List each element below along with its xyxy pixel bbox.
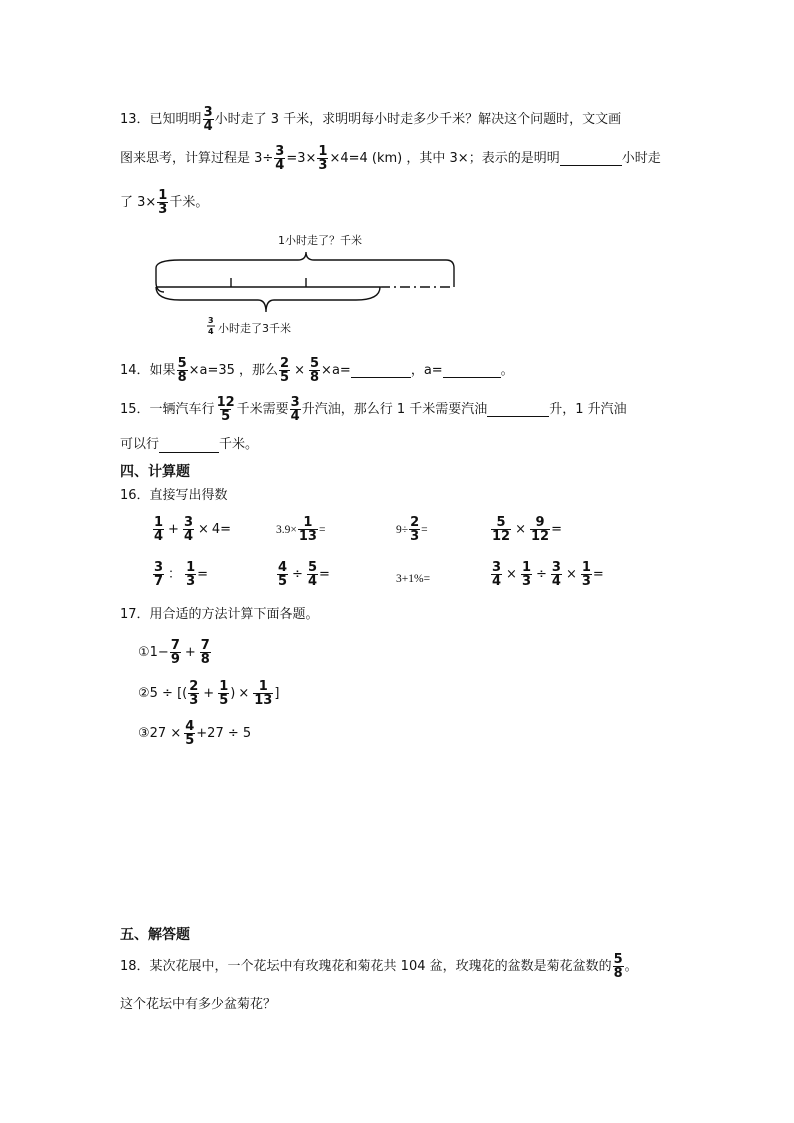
q14-text: ×a=35 ，那么 (188, 362, 279, 378)
fraction: $\frac{5}{8}$ (177, 356, 187, 385)
q16-text: = (197, 566, 209, 582)
q17-item-2: ②5 ÷ [( $\frac{2}{3}$ + $\frac{1}{5}$ ) × $\frac{1}{13}$ ] (138, 679, 280, 708)
q16-text: = (318, 523, 326, 536)
q13-text: 表示的是明明 (481, 150, 560, 166)
operator: × (515, 521, 526, 537)
q15-line-2 (120, 436, 258, 454)
q17-text: ①1− (138, 644, 169, 660)
q16-text: = (551, 521, 562, 537)
fraction: $\frac{5}{8}$ (310, 356, 320, 385)
section-heading: 四、计算题 (120, 464, 190, 480)
q13-text: 千米。 (169, 194, 209, 210)
q17-text: ) (230, 685, 236, 701)
q13-line-1 (120, 106, 621, 133)
q16-title: 16．直接写出得数 (120, 488, 228, 503)
question-number: 14． (120, 362, 150, 378)
operator: + (168, 521, 179, 537)
q16-item: $\frac{3}{7}$ ： $\frac{1}{3}$ = (154, 560, 209, 589)
q13-text: 了 3× (120, 194, 157, 210)
operator: × (238, 685, 250, 701)
operator: ÷ (292, 566, 303, 582)
q13-text: ； (468, 150, 482, 166)
q16-text: 3.9× (276, 523, 297, 536)
q15-text: 千米。 (219, 437, 259, 452)
q13-line-2 (120, 145, 661, 172)
q16-text: = (592, 566, 604, 582)
q15-text: 可以行 (120, 437, 160, 452)
operator: × (565, 566, 577, 582)
q16-item: $\frac{3}{4}$ × $\frac{1}{3}$ ÷ $\frac{3}{4}$ × $\frac{1}{3}$ = (492, 560, 604, 589)
segment-diagram (150, 230, 470, 342)
answer-blank[interactable] (443, 363, 501, 378)
q16-item: $\frac{5}{12}$ × $\frac{9}{12}$ = (492, 515, 562, 544)
fraction: $\frac{3}{4}$ (275, 144, 285, 173)
q16-text: 3+1%= (396, 573, 431, 585)
q13-text: ×4=4 (km) ，其中 3× (329, 150, 469, 166)
q16-text: = (421, 523, 428, 536)
q18-line-2: 这个花坛中有多少盆菊花？ (120, 997, 277, 1012)
q18-text: 18．某次花展中，一个花坛中有玫瑰花和菊花共 104 盆，玫瑰花的盆数是菊花盆数的 (120, 958, 612, 974)
q13-text: 小时走 (621, 150, 661, 166)
bottom-brace (156, 287, 380, 312)
section-heading: 五、解答题 (120, 927, 190, 943)
q18-line-1: 18．某次花展中，一个花坛中有玫瑰花和菊花共 104 盆，玫瑰花的盆数是菊花盆数的 $\frac{5}{8}$ 。 (120, 952, 638, 981)
q18-text: 。 (624, 958, 638, 974)
q17-text: ③27 × (138, 725, 182, 741)
q17-item-1: ①1− $\frac{7}{9}$ + $\frac{7}{8}$ (138, 638, 210, 667)
q17-title: 17．用合适的方法计算下面各题。 (120, 607, 319, 622)
fraction: $\frac{3}{4}$ (203, 105, 213, 134)
q14-text: ，a= (410, 362, 443, 378)
q14-text: × (294, 362, 305, 378)
operator: × (198, 521, 209, 537)
answer-blank[interactable] (351, 363, 411, 378)
q16-item: $\frac{4}{5}$ ÷ $\frac{5}{4}$ = (278, 560, 330, 589)
q16-text: = (319, 566, 330, 582)
operator: ： (168, 566, 182, 582)
fraction: $\frac{1}{3}$ (158, 188, 168, 217)
fraction: $\frac{12}{5}$ (216, 395, 235, 424)
q15-line-1 (120, 396, 627, 423)
diagram-top-label: 1小时走了？千米 (278, 234, 362, 247)
q14-text: 如果 (149, 362, 176, 378)
answer-blank[interactable] (487, 402, 549, 417)
operator: + (203, 685, 215, 701)
q17-text: +27 ÷ 5 (196, 725, 252, 741)
q14-text: ×a= (321, 362, 351, 378)
q13-text: =3× (286, 150, 317, 166)
operator: ÷ (536, 566, 547, 582)
q15-text: 千米需要 (236, 401, 289, 417)
fraction: $\frac{1}{3}$ (318, 144, 328, 173)
question-number: 15． (120, 401, 150, 417)
q17-item-3: ③27 × $\frac{4}{5}$ +27 ÷ 5 (138, 719, 252, 748)
diagram-bottom-label: 小时走了3千米 (218, 322, 291, 335)
left-edge (156, 268, 164, 292)
answer-blank[interactable] (560, 151, 622, 166)
q14-text: 。 (500, 362, 514, 378)
q15-text: 一辆汽车行 (149, 401, 215, 417)
q15-text: 升，1 升汽油 (549, 401, 627, 417)
operator: + (184, 644, 196, 660)
q13-text: 小时走了 3 千米，求明明每小时走多少千米？解决这个问题时，文文画 (214, 111, 622, 127)
q13-line-3 (120, 189, 208, 216)
q16-item: $\frac{1}{4}$ + $\frac{3}{4}$ × 4= (154, 515, 232, 544)
answer-blank[interactable] (159, 438, 219, 453)
q14-line (120, 357, 514, 384)
q15-text: 升汽油，那么行 1 千米需要汽油 (301, 401, 488, 417)
question-number: 13． (120, 111, 150, 127)
q16-item: 3.9× $\frac{1}{13}$ = (276, 515, 326, 544)
q16-item (396, 570, 430, 588)
q17-text: ②5 ÷ [( (138, 685, 188, 701)
fraction: $\frac{2}{5}$ (280, 356, 290, 385)
q16-text: 9÷ (396, 523, 409, 536)
diagram-fraction-num: 3 (208, 316, 214, 325)
operator: × (506, 566, 517, 582)
top-brace (156, 252, 454, 287)
q16-text: 4= (211, 521, 232, 537)
q13-text: 已知明明 (149, 111, 202, 127)
q17-text: ] (274, 685, 280, 701)
q13-text: 图来思考，计算过程是 3÷ (120, 150, 274, 166)
q16-item: 9÷ $\frac{2}{3}$ = (396, 515, 428, 544)
diagram-fraction-den: 4 (208, 327, 214, 336)
fraction: $\frac{3}{4}$ (290, 395, 300, 424)
